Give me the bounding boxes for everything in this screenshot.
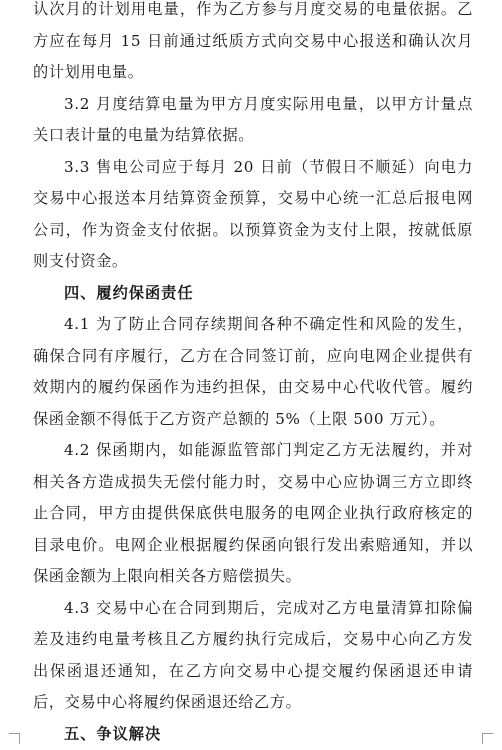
page-corner-mark-left: [9, 733, 20, 744]
paragraph-4-2: 4.2 保函期内，如能源监管部门判定乙方无法履约，并对相关各方造成损失无偿付能力时，交易中心应协调三方立即终止合同，甲方由提供保底供电服务的电网企业执行政府核定的目录电价。电网企业根据履约保函向银行发出索赔通知，并以保函金额为上限向相关各方赔偿损失。: [33, 435, 473, 593]
section-heading-4: 四、履约保函责任: [33, 278, 473, 310]
paragraph-3-3: 3.3 售电公司应于每月 20 日前（节假日不顺延）向电力交易中心报送本月结算资金预算，交易中心统一汇总后报电网公司，作为资金支付依据。以预算资金为支付上限，按就低原则支付资金。: [33, 152, 473, 278]
paragraph-3-2: 3.2 月度结算电量为甲方月度实际用电量，以甲方计量点关口表计量的电量为结算依据。: [33, 89, 473, 152]
paragraph-4-1: 4.1 为了防止合同存续期间各种不确定性和风险的发生，确保合同有序履行，乙方在合同签订前，应向电网企业提供有效期内的履约保函作为违约担保，由交易中心代收代管。履约保函金额不得低于乙方资产总额的 5%（上限 500 万元）。: [33, 309, 473, 435]
document-body: [33, 0, 473, 750]
page-corner-mark-right: [482, 733, 493, 744]
section-heading-5: 五、争议解决: [33, 719, 473, 750]
paragraph-4-3: 4.3 交易中心在合同到期后，完成对乙方电量清算扣除偏差及违约电量考核且乙方履约执行完成后，交易中心向乙方发出保函退还通知，在乙方向交易中心提交履约保函退还申请后，交易中心将履约保函退还给乙方。: [33, 593, 473, 719]
paragraph-continuation: 认次月的计划用电量，作为乙方参与月度交易的电量依据。乙方应在每月 15 日前通过纸质方式向交易中心报送和确认次月的计划用电量。: [33, 0, 473, 89]
